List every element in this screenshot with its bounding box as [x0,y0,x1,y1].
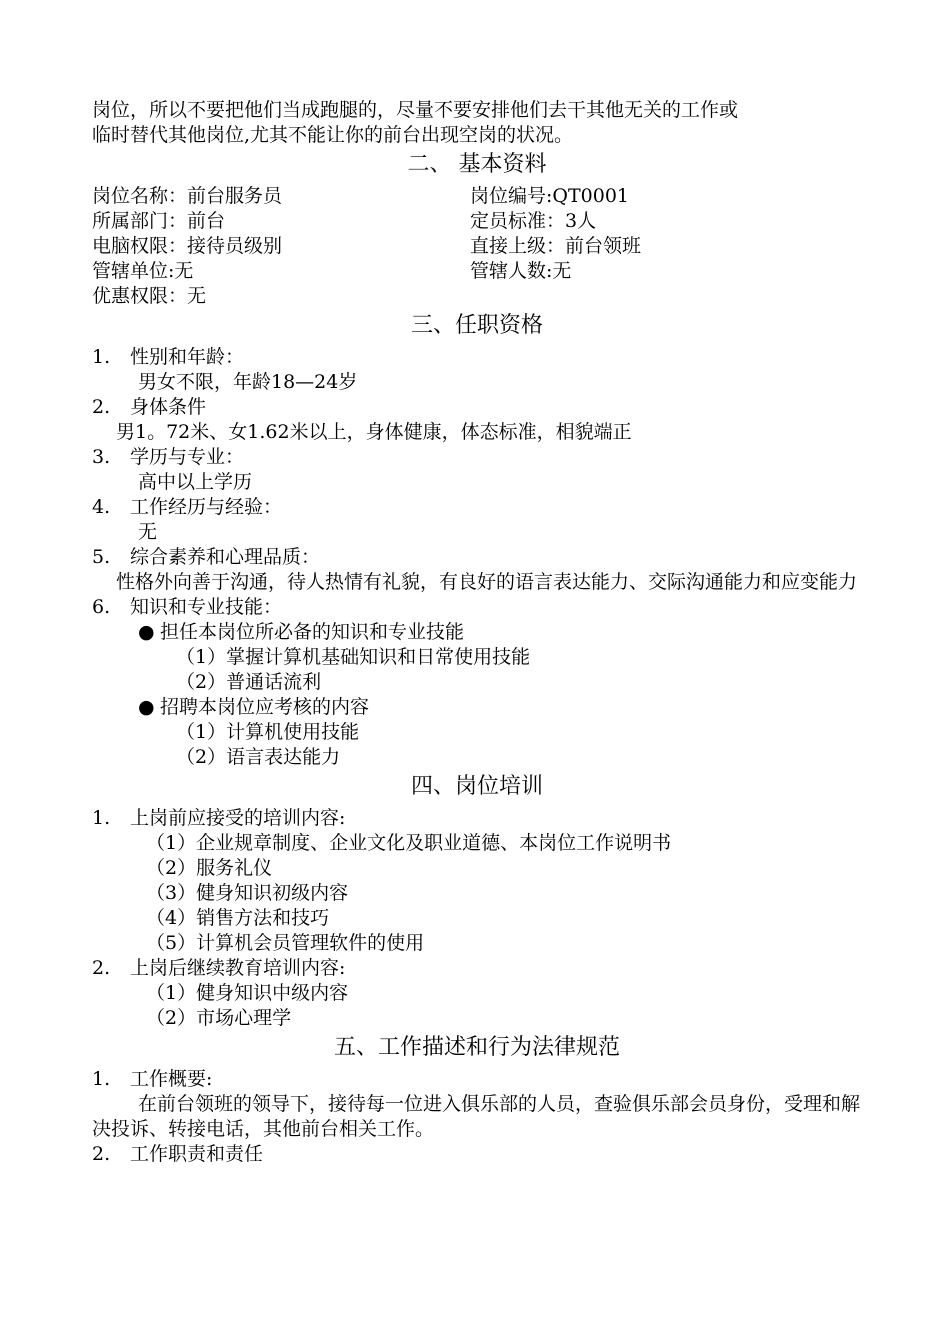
item-number: 5. [92,546,111,568]
field-post-name: 岗位名称：前台服务员 [92,185,283,207]
item-detail: 性格外向善于沟通，待人热情有礼貌，有良好的语言表达能力、交际沟通能力和应变能力 [116,571,858,593]
item-label: 学历与专业： [130,446,245,468]
bullet-dot-icon: ● [138,696,155,718]
bullet-item [92,695,862,720]
basic-info-grid [92,184,862,284]
field-department: 所属部门：前台 [92,210,226,232]
list-item [92,1142,862,1167]
field-managed-unit: 管辖单位:无 [92,260,194,282]
item-detail: 无 [138,521,158,543]
intro-line-2: 临时替代其他岗位,尤其不能让你的前台出现空岗的状况。 [92,124,574,146]
item-label: 工作概要: [130,1068,213,1090]
section-title-qualifications: 三、任职资格 [410,313,543,338]
field-computer-permission: 电脑权限：接待员级别 [92,235,283,257]
bullet-dot-icon: ● [138,621,155,643]
list-item [92,345,862,370]
item-label: 身体条件 [130,396,207,418]
item-number: 1. [92,807,111,829]
list-item [92,806,862,831]
sub-item: （2）语言表达能力 [176,746,341,768]
item-label: 上岗前应接受的培训内容: [130,807,346,829]
item-detail: 男女不限，年龄18—24岁 [138,371,358,393]
sub-item: （2）普通话流利 [176,671,322,693]
item-number: 2. [92,396,111,418]
item-label: 性别和年龄： [130,346,245,368]
field-direct-superior: 直接上级：前台领班 [470,235,642,257]
section-title-basic-info: 二、 基本资料 [407,152,547,177]
item-detail: 在前台领班的领导下，接待每一位进入俱乐部的人员，查验俱乐部会员身份，受理和解决投诉、转接电话，其他前台相关工作。 [92,1093,861,1140]
item-number: 6. [92,596,111,618]
field-post-code: 岗位编号:QT0001 [470,185,630,207]
section-title-job-description: 五、工作描述和行为法律规范 [333,1035,620,1060]
sub-item: （1）企业规章制度、企业文化及职业道德、本岗位工作说明书 [146,832,672,854]
intro-line-1: 岗位，所以不要把他们当成跑腿的，尽量不要安排他们去干其他无关的工作或 [92,99,739,121]
field-staff-quota: 定员标准：3人 [470,210,597,232]
field-discount-permission: 优惠权限：无 [92,285,207,307]
item-detail: 男1。72米、女1.62米以上，身体健康，体态标准，相貌端正 [116,421,632,443]
list-item [92,545,862,570]
sub-item: （2）市场心理学 [146,1007,292,1029]
bullet-text: 担任本岗位所必备的知识和专业技能 [160,621,465,643]
item-number: 2. [92,957,111,979]
item-number: 2. [92,1143,111,1165]
field-managed-count: 管辖人数:无 [470,260,572,282]
sub-item: （4）销售方法和技巧 [146,907,330,929]
list-item [92,1067,862,1092]
sub-item: （5）计算机会员管理软件的使用 [146,932,425,954]
item-label: 工作职责和责任 [130,1143,264,1165]
bullet-item [92,620,862,645]
sub-item: （3）健身知识初级内容 [146,882,349,904]
item-label: 知识和专业技能： [130,596,283,618]
sub-item: （1）掌握计算机基础知识和日常使用技能 [176,646,531,668]
item-label: 上岗后继续教育培训内容: [130,957,346,979]
item-number: 1. [92,1068,111,1090]
list-item [92,956,862,981]
list-item [92,395,862,420]
sub-item: （1）健身知识中级内容 [146,982,349,1004]
item-label: 工作经历与经验： [130,496,283,518]
item-detail: 高中以上学历 [138,471,253,493]
bullet-text: 招聘本岗位应考核的内容 [160,696,370,718]
sub-item: （2）服务礼仪 [146,857,273,879]
document-page [92,98,862,1167]
list-item [92,445,862,470]
item-label: 综合素养和心理品质： [130,546,321,568]
item-number: 1. [92,346,111,368]
section-title-training: 四、岗位培训 [410,774,543,799]
item-number: 3. [92,446,111,468]
list-item [92,595,862,620]
list-item [92,495,862,520]
item-number: 4. [92,496,111,518]
sub-item: （1）计算机使用技能 [176,721,360,743]
